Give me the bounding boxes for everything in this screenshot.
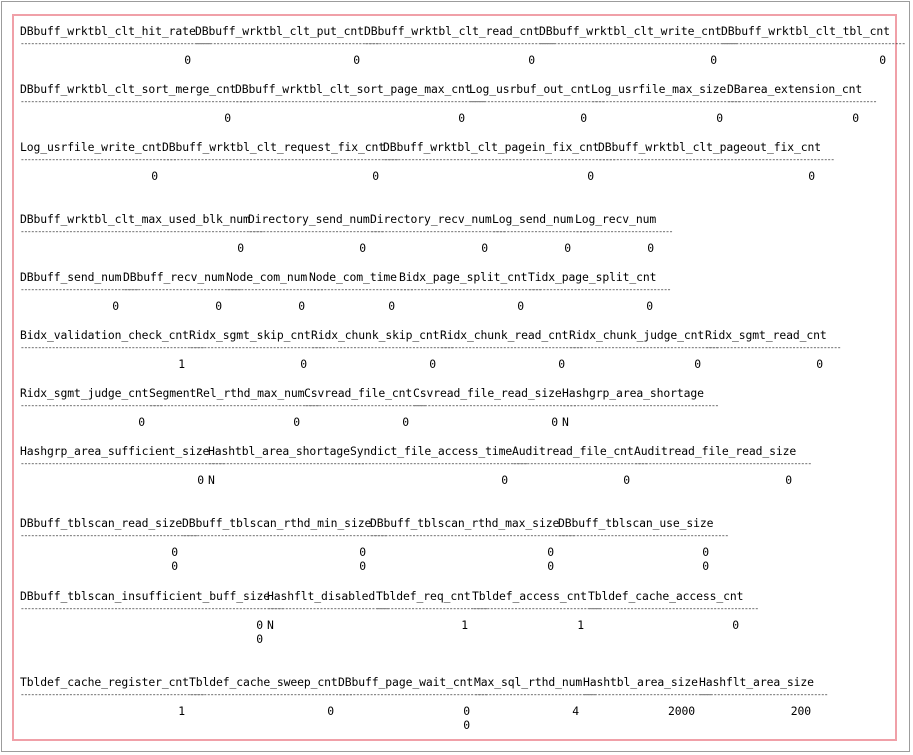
column-value: 0 — [359, 559, 366, 573]
header-underline: ----------------------------------------------------- — [721, 39, 905, 48]
column-header: Ridx_chunk_skip_cnt — [311, 328, 440, 342]
column-header: DBbuff_send_num — [20, 270, 122, 284]
column-header: DBbuff_wrktbl_clt_sort_merge_cnt — [20, 82, 237, 96]
column-header: DBbuff_wrktbl_clt_max_used_blk_num — [20, 212, 250, 226]
column-value: N — [562, 415, 569, 429]
column-header: Hashgrp_area_sufficient_size — [20, 444, 210, 458]
column-value: 1 — [461, 618, 468, 632]
header-underline: ----------------------------------------- — [528, 285, 671, 294]
column-value: 0 — [647, 241, 654, 255]
column-header: Tbldef_access_cnt — [472, 589, 587, 603]
column-value: 0 — [402, 415, 409, 429]
column-header: Bidx_page_split_cnt — [399, 270, 528, 284]
column-header: DBarea_extension_cnt — [727, 82, 863, 96]
column-header: Log_send_num — [492, 212, 574, 226]
header-underline: ------------------------------------------------------------------------ — [235, 97, 485, 106]
column-header: Auditread_file_read_size — [634, 444, 797, 458]
header-underline: ----------------------------------------- — [311, 343, 454, 352]
column-header: Hashgrp_area_shortage — [562, 386, 704, 400]
column-header: DBbuff_wrktbl_clt_request_fix_cnt — [162, 140, 386, 154]
header-underline: ------------------------------------------------------------------- — [20, 97, 253, 106]
column-value: 0 — [463, 704, 470, 718]
header-underline: ------------------------------------------- — [569, 343, 719, 352]
column-value: 0 — [646, 299, 653, 313]
header-underline: --------------------------------------------- — [562, 401, 718, 410]
column-header: DBbuff_tblscan_insufficient_buff_size — [20, 589, 271, 603]
column-value: 0 — [623, 473, 630, 487]
column-value: 0 — [151, 169, 158, 183]
column-value: 0 — [564, 241, 571, 255]
column-header: Tbldef_cache_sweep_cnt — [189, 675, 338, 689]
column-value: 0 — [547, 545, 554, 559]
column-header: DBbuff_tblscan_read_size — [20, 516, 183, 530]
window-border — [1, 1, 910, 752]
column-value: 1 — [577, 618, 584, 632]
column-value: 0 — [852, 111, 859, 125]
column-value: 0 — [184, 53, 191, 67]
column-value: 0 — [716, 111, 723, 125]
column-header: DBbuff_tblscan_use_size — [558, 516, 714, 530]
header-underline: ------------------------------------------- — [727, 97, 877, 106]
column-value: 0 — [237, 241, 244, 255]
header-underline: --------------------------------------- — [248, 227, 384, 236]
header-underline: --------------------------------------------------- — [350, 459, 527, 468]
header-underline: ----------------------------------------------------- — [20, 343, 204, 352]
column-header: DBbuff_wrktbl_clt_sort_page_max_cnt — [235, 82, 472, 96]
header-underline: --------------------------------------- — [469, 97, 605, 106]
column-value: 0 — [528, 53, 535, 67]
column-value: 4 — [572, 704, 579, 718]
column-value: 0 — [197, 473, 204, 487]
header-underline: ------------------------------------------------- — [588, 604, 758, 613]
header-underline: ---------------------------- — [226, 285, 324, 294]
column-value: 0 — [215, 299, 222, 313]
column-header: Log_usrbuf_out_cnt — [469, 82, 591, 96]
header-underline: ------------------------------------------------------------------- — [383, 155, 616, 164]
column-header: DBbuff_wrktbl_clt_tbl_cnt — [721, 24, 890, 38]
column-header: Ridx_sgmt_read_cnt — [705, 328, 827, 342]
column-header: Hashflt_disabled — [267, 589, 376, 603]
header-underline: ------------------------------------------- — [591, 97, 741, 106]
column-header: Syndict_file_access_time — [350, 444, 513, 458]
column-value: 0 — [359, 545, 366, 559]
column-value: 0 — [501, 473, 508, 487]
header-underline: ----------------------------------------------- — [189, 690, 352, 699]
column-header: DBbuff_wrktbl_clt_hit_rate — [20, 24, 196, 38]
column-header: DBbuff_recv_num — [123, 270, 225, 284]
column-value: 0 — [463, 718, 470, 732]
column-header: Hashtbl_area_size — [583, 675, 698, 689]
header-underline: -------------------------------------------------------------------- — [598, 155, 834, 164]
header-underline: ----------------------------------------------------------- — [370, 531, 575, 540]
column-header: Directory_send_num — [248, 212, 370, 226]
column-header: Node_com_time — [309, 270, 397, 284]
header-underline: ----------------------------------------- — [20, 401, 163, 410]
column-header: Bidx_validation_check_cnt — [20, 328, 189, 342]
header-underline: --------------------------------------- — [370, 227, 506, 236]
header-underline: -------------------------------------------------------------------- — [162, 155, 398, 164]
header-underline: ----------------------------------------------- — [413, 401, 576, 410]
column-value: 0 — [587, 169, 594, 183]
header-underline: --------------------------------------------- — [208, 459, 364, 468]
column-value: 0 — [171, 559, 178, 573]
header-underline: --------------------------------------- — [512, 459, 648, 468]
column-header: Directory_recv_num — [370, 212, 492, 226]
column-header: Ridx_chunk_judge_cnt — [569, 328, 705, 342]
header-underline: ------------------------------------- — [583, 690, 712, 699]
column-value: 0 — [388, 299, 395, 313]
header-underline: ------------------------------------------------- — [558, 531, 728, 540]
column-value: 0 — [551, 415, 558, 429]
column-value: 1 — [178, 704, 185, 718]
column-header: Ridx_chunk_read_cnt — [440, 328, 569, 342]
column-header: DBbuff_tblscan_rthd_max_size — [370, 516, 560, 530]
header-underline: --------------------------------------------------------- — [539, 39, 737, 48]
column-header: DBbuff_wrktbl_clt_read_cnt — [364, 24, 540, 38]
column-value: 0 — [298, 299, 305, 313]
column-value: 0 — [138, 415, 145, 429]
header-underline: --------------------------------------------- — [20, 155, 176, 164]
column-value: 0 — [481, 241, 488, 255]
column-value: 0 — [710, 53, 717, 67]
column-value: 0 — [300, 357, 307, 371]
column-value: 0 — [808, 169, 815, 183]
column-value: 0 — [429, 357, 436, 371]
header-underline: ----------------------------------------- — [399, 285, 542, 294]
header-underline: --------------------------------------------------- — [20, 531, 197, 540]
column-header: DBbuff_tblscan_rthd_min_size — [182, 516, 372, 530]
column-header: Hashtbl_area_shortage — [208, 444, 350, 458]
header-underline: ------------------------------------- — [699, 690, 828, 699]
column-header: Hashflt_area_size — [699, 675, 814, 689]
column-value: 0 — [353, 53, 360, 67]
header-underline: ------------------------------ — [309, 285, 413, 294]
column-value: 0 — [580, 111, 587, 125]
column-header: DBbuff_page_wait_cnt — [338, 675, 474, 689]
column-header: Tbldef_cache_register_cnt — [20, 675, 189, 689]
column-value: 0 — [785, 473, 792, 487]
column-value: 0 — [458, 111, 465, 125]
column-header: Csvread_file_read_size — [413, 386, 562, 400]
column-header: Max_sql_rthd_num — [474, 675, 583, 689]
header-underline: -------------------------------- — [376, 604, 487, 613]
column-value: 0 — [816, 357, 823, 371]
column-header: Ridx_sgmt_skip_cnt — [189, 328, 311, 342]
header-underline: ------------------------------------------- — [338, 690, 488, 699]
column-header: DBbuff_wrktbl_clt_pagein_fix_cnt — [383, 140, 600, 154]
header-underline: --------------------------------------------------- — [634, 459, 811, 468]
column-value: N — [208, 473, 215, 487]
column-header: Log_recv_num — [575, 212, 657, 226]
header-underline: ----------------------------------- — [474, 690, 596, 699]
column-value: 0 — [224, 111, 231, 125]
header-underline: --------------------------------------- — [189, 343, 325, 352]
column-header: DBbuff_wrktbl_clt_put_cnt — [195, 24, 364, 38]
statistics-output — [14, 16, 905, 739]
column-value: 0 — [256, 632, 263, 646]
column-value: 0 — [702, 545, 709, 559]
column-header: DBbuff_wrktbl_clt_pageout_fix_cnt — [598, 140, 822, 154]
header-underline: ----------------------------------- — [304, 401, 426, 410]
column-header: Log_usrfile_write_cnt — [20, 140, 162, 154]
header-underline: ---------------------------- — [492, 227, 590, 236]
column-value: 0 — [112, 299, 119, 313]
header-underline: ---------------------------------- — [20, 285, 138, 294]
column-value: 0 — [547, 559, 554, 573]
column-value: 0 — [359, 241, 366, 255]
column-value: 0 — [171, 545, 178, 559]
header-underline: ----------------------------------------- — [440, 343, 583, 352]
column-header: Ridx_sgmt_judge_cnt — [20, 386, 149, 400]
column-value: 0 — [327, 704, 334, 718]
column-value: 0 — [879, 53, 886, 67]
column-value: 0 — [256, 618, 263, 632]
column-value: 0 — [293, 415, 300, 429]
header-underline: ------------------------------------------------------- — [20, 39, 211, 48]
column-header: Csvread_file_cnt — [304, 386, 413, 400]
column-header: SegmentRel_rthd_max_num — [149, 386, 305, 400]
column-value: 0 — [694, 357, 701, 371]
header-underline: ---------------------------- — [575, 227, 673, 236]
column-header: DBbuff_wrktbl_clt_write_cnt — [539, 24, 722, 38]
header-underline: --------------------------------------- — [705, 343, 841, 352]
column-value: 0 — [732, 618, 739, 632]
column-value: 0 — [372, 169, 379, 183]
header-underline: ------------------------------------- — [472, 604, 601, 613]
output-frame — [12, 14, 905, 741]
header-underline: ----------------------------------------------------------- — [182, 531, 387, 540]
column-value: 2000 — [667, 704, 695, 718]
column-value: N — [267, 618, 274, 632]
header-underline: ----------------------------------- — [267, 604, 389, 613]
column-value: 0 — [702, 559, 709, 573]
header-underline: ----------------------------------------------------------- — [20, 459, 225, 468]
header-underline: ---------------------------------- — [123, 285, 241, 294]
column-header: Node_com_num — [226, 270, 308, 284]
column-header: Auditread_file_cnt — [512, 444, 634, 458]
column-header: Tbldef_cache_access_cnt — [588, 589, 744, 603]
column-value: 200 — [790, 704, 811, 718]
header-underline: ----------------------------------------------------- — [20, 690, 204, 699]
column-value: 0 — [517, 299, 524, 313]
column-value: 1 — [178, 357, 185, 371]
column-header: Log_usrfile_max_size — [591, 82, 727, 96]
column-header: Tbldef_req_cnt — [376, 589, 471, 603]
header-underline: ---------------------------------------------------------------------------- — [20, 604, 284, 613]
header-underline: ------------------------------------------------------- — [364, 39, 555, 48]
header-underline: ----------------------------------------------------- — [195, 39, 379, 48]
column-header: Tidx_page_split_cnt — [528, 270, 657, 284]
column-value: 0 — [558, 357, 565, 371]
header-underline: ---------------------------------------------------------------------- — [20, 227, 263, 236]
header-underline: ------------------------------------------------- — [149, 401, 319, 410]
